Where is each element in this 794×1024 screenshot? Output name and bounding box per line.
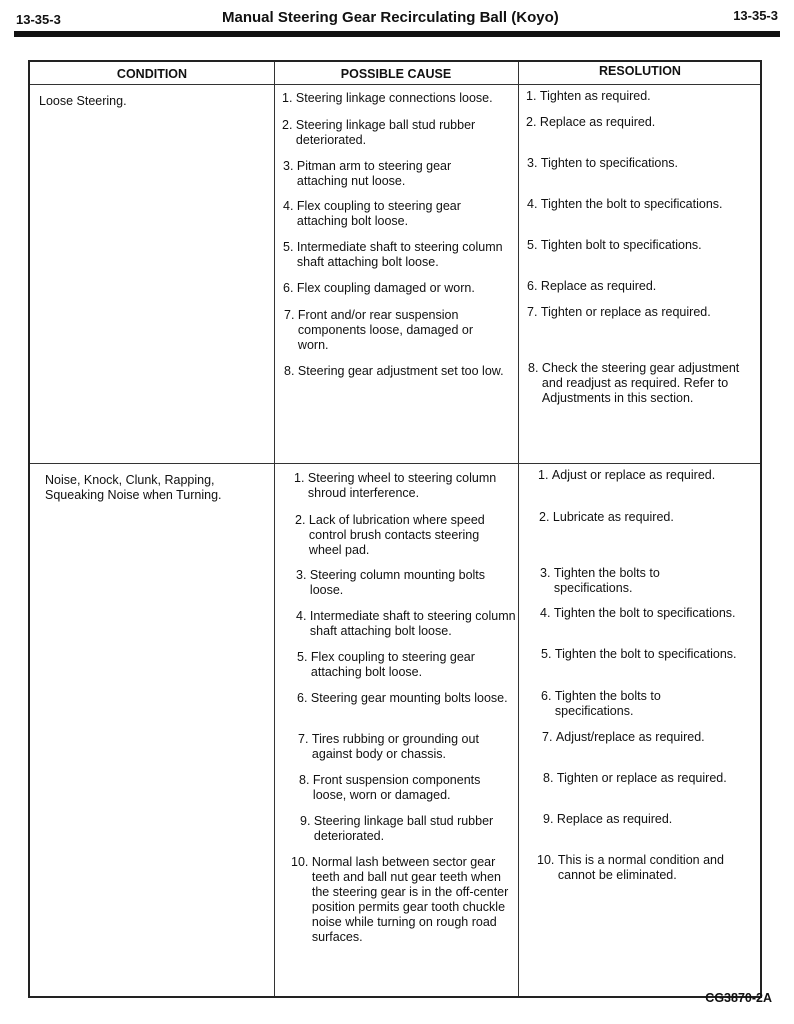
cause-item: 4. Intermediate shaft to steering column shaft attaching bolt loose. [296,609,516,638]
cause-item: 1. Steering linkage connections loose. [282,91,493,105]
page-header [16,8,778,32]
resolution-item: 1. Adjust or replace as required. [538,468,716,482]
resolution-item: 7. Tighten or replace as required. [527,305,711,319]
resolution-item: 6. Replace as required. [527,279,657,293]
header-rule [14,31,780,37]
resolution-item: 2. Replace as required. [526,115,656,129]
cause-item: 8. Front suspension components loose, worn or damaged. [299,773,481,802]
cause-item: 10. Normal lash between sector gear teeth and ball nut gear teeth when the steering gear is in the off-center position permits gear tooth chuckle noise while turning on rough road surfaces. [291,855,509,944]
cause-item: 3. Pitman arm to steering gear attaching nut loose. [283,159,452,188]
cause-item: 5. Flex coupling to steering gear attaching bolt loose. [297,650,475,679]
resolution-item: 3. Tighten the bolts to specifications. [540,566,660,595]
diagnosis-table [28,60,762,998]
cause-item: 7. Front and/or rear suspension components loose, damaged or worn. [284,308,474,352]
resolution-item: 6. Tighten the bolts to specifications. [541,689,661,718]
cause-item: 1. Steering wheel to steering column shroud interference. [294,471,497,500]
resolution-item: 1. Tighten as required. [526,89,651,103]
cause-item: 6. Flex coupling damaged or worn. [283,281,475,295]
column-divider [274,62,275,996]
cause-item: 9. Steering linkage ball stud rubber deteriorated. [300,814,494,843]
row-divider [30,463,760,464]
condition-noise-knock-clunk: Noise, Knock, Clunk, Rapping, Squeaking Noise when Turning. [45,473,222,502]
page-number-left: 13-35-3 [16,12,61,27]
column-header-possible-cause: POSSIBLE CAUSE [340,67,452,81]
resolution-item: 7. Adjust/replace as required. [542,730,705,744]
condition-loose-steering: Loose Steering. [39,94,127,108]
resolution-item: 5. Tighten the bolt to specifications. [541,647,737,661]
cause-item: 6. Steering gear mounting bolts loose. [297,691,508,705]
figure-id: CG3870-2A [705,991,772,1005]
cause-item: 4. Flex coupling to steering gear attaching bolt loose. [283,199,461,228]
resolution-item: 8. Tighten or replace as required. [543,771,727,785]
resolution-item: 9. Replace as required. [543,812,673,826]
resolution-item: 4. Tighten the bolt to specifications. [527,197,723,211]
resolution-item: 8. Check the steering gear adjustment and readjust as required. Refer to Adjustments in this section. [528,361,740,405]
column-header-resolution: RESOLUTION [599,64,681,78]
resolution-item: 2. Lubricate as required. [539,510,674,524]
cause-item: 8. Steering gear adjustment set too low. [284,364,504,378]
resolution-item: 4. Tighten the bolt to specifications. [540,606,736,620]
cause-item: 2. Steering linkage ball stud rubber deteriorated. [282,118,476,147]
page-title: Manual Steering Gear Recirculating Ball (Koyo) [222,9,559,26]
column-header-condition: CONDITION [116,67,188,81]
cause-item: 5. Intermediate shaft to steering column shaft attaching bolt loose. [283,240,503,269]
resolution-item: 3. Tighten to specifications. [527,156,679,170]
page-number-right: 13-35-3 [733,8,778,23]
cause-item: 7. Tires rubbing or grounding out against body or chassis. [298,732,479,761]
cause-item: 3. Steering column mounting bolts loose. [296,568,486,597]
header-row-divider [30,84,760,85]
cause-item: 2. Lack of lubrication where speed control brush contacts steering wheel pad. [295,513,485,557]
resolution-item: 10. This is a normal condition and cannot be eliminated. [537,853,724,882]
resolution-item: 5. Tighten bolt to specifications. [527,238,702,252]
